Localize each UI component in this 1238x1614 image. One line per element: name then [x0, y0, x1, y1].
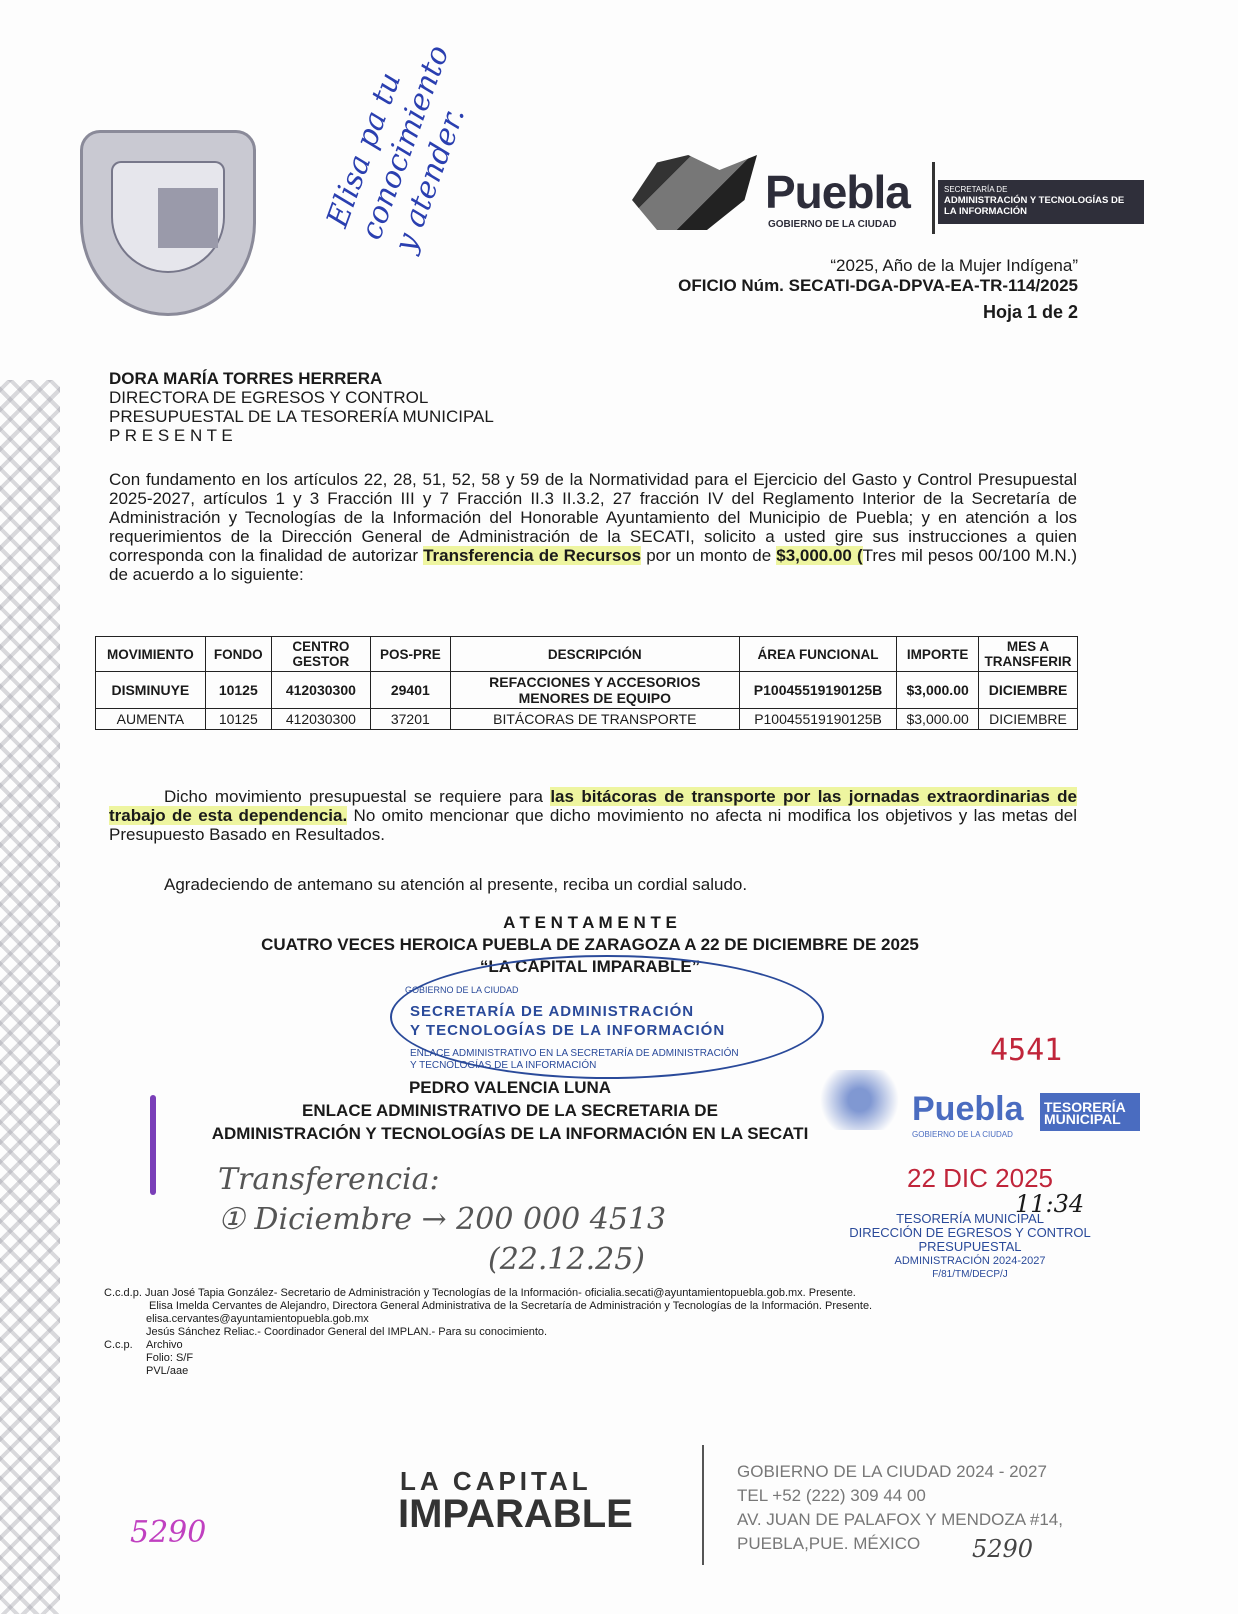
p2-text: Dicho movimiento presupuestal se requiere para: [164, 787, 551, 806]
folio-number: 4541: [990, 1033, 1063, 1068]
cc-line: Jesús Sánchez Reliac.- Coordinador General del IMPLAN.- Para su conocimiento.: [146, 1326, 548, 1338]
cc-line: Archivo: [146, 1339, 183, 1351]
cell: DICIEMBRE: [979, 709, 1078, 730]
paragraph-2: [109, 787, 1077, 844]
stamp-line: DIRECCIÓN DE EGRESOS Y CONTROL: [849, 1225, 1091, 1240]
secati-stamp-3: ENLACE ADMINISTRATIVO EN LA SECRETARÍA DE ADMINISTRACIÓN Y TECNOLOGÍAS DE LA INFORMACIÓN: [410, 1048, 739, 1071]
p1-text: Con fundamento en los artículos 22, 28, 51, 52, 58 y 59 de la Normatividad para el Ejercicio del Gasto y Control Presupuestal 2025-2027, artículos 1 y 3 Fracción III y 7 Fracción II.3 II.3.2, 27 fracción IV del Reglamento Interior de la Secretaría de Administración y Tecnologías de la Información del Honorable Ayuntamiento del Municipio de Puebla; y en atención a los requerimientos de la Dirección General de Administración de la SECATI, solicito a usted gire sus instrucciones a quien corresponda con la finalidad de autorizar: [109, 470, 1077, 565]
col-header: FONDO: [205, 637, 271, 672]
received-date-stamp: 22 DIC 2025: [907, 1163, 1053, 1193]
cc-block: [104, 1287, 954, 1378]
cell: 10125: [205, 709, 271, 730]
cell: DICIEMBRE: [979, 672, 1078, 709]
puebla-logo-icon: [632, 155, 757, 230]
recipient-block: [109, 369, 494, 445]
cc-line: Folio: S/F: [146, 1352, 194, 1364]
p1-highlight: Transferencia de Recursos: [423, 546, 642, 565]
col-header: DESCRIPCIÓN: [450, 637, 739, 672]
closing-slogan: “LA CAPITAL IMPARABLE”: [479, 957, 701, 976]
cc-label: C.c.d.p.: [104, 1287, 142, 1299]
cc-line: Elisa Imelda Cervantes de Alejandro, Directora General Administrativa de la Secretaría de Administración y Tecnologías de la Información. Presente.: [149, 1300, 873, 1312]
logo-divider: [932, 162, 935, 234]
p2-highlight: las bitácoras de transporte por las jornadas extraordinarias de trabajo de esta dependencia.: [109, 787, 1077, 825]
atentamente: A T E N T A M E N T E: [503, 913, 677, 932]
cell: DISMINUYE: [96, 672, 206, 709]
footer-brand-2: IMPARABLE: [398, 1492, 633, 1536]
recipient-line1: DIRECTORA DE EGRESOS Y CONTROL: [109, 388, 429, 407]
secati-stamp-sub: GOBIERNO DE LA CIUDAD: [405, 985, 519, 995]
tesoreria-received-stamp: [830, 1212, 1110, 1282]
col-header: POS-PRE: [370, 637, 450, 672]
cc-line: Juan José Tapia González- Secretario de Administración y Tecnologías de la Información-: [144, 1287, 585, 1299]
tesoreria-sub: GOBIERNO DE LA CIUDAD: [912, 1130, 1013, 1139]
email-link[interactable]: elisa.cervantes@ayuntamientopuebla.gob.mx: [146, 1313, 369, 1325]
oficio-number: OFICIO Núm. SECATI-DGA-DPVA-EA-TR-114/2025: [678, 276, 1078, 295]
cc-line: . Presente.: [802, 1287, 856, 1299]
tesoreria-logo-icon: [812, 1070, 907, 1130]
footer-divider: [702, 1445, 704, 1565]
recipient-line2: PRESUPUESTAL DE LA TESORERÍA MUNICIPAL: [109, 407, 494, 426]
recipient-line3: P R E S E N T E: [109, 426, 233, 445]
col-header: CENTRO GESTOR: [271, 637, 370, 672]
stamp-line: F/81/TM/DECP/J: [932, 1269, 1008, 1280]
logo-box-small: SECRETARÍA DE: [944, 185, 1008, 194]
table-row: [96, 709, 1078, 730]
handwritten-number-left: 5290: [130, 1515, 207, 1550]
logo-box-text: ADMINISTRACIÓN Y TECNOLOGÍAS DE LA INFORMACIÓN: [944, 195, 1125, 217]
handwritten-note: [218, 1160, 666, 1280]
initials-scribble: [150, 1095, 156, 1195]
cc-label: C.c.p.: [104, 1339, 133, 1351]
signer-role-1: ENLACE ADMINISTRATIVO DE LA SECRETARIA DE: [302, 1101, 718, 1120]
budget-table: [95, 636, 1078, 730]
table-row: [96, 672, 1078, 709]
motto: “2025, Año de la Mujer Indígena”: [830, 256, 1078, 275]
stamp-line: TESORERÍA MUNICIPAL: [896, 1211, 1044, 1226]
cell: 412030300: [271, 709, 370, 730]
received-time: 11:34: [1015, 1190, 1085, 1218]
tesoreria-box: TESORERÍA MUNICIPAL: [1040, 1093, 1140, 1131]
signer-role-2: ADMINISTRACIÓN Y TECNOLOGÍAS DE LA INFORMACIÓN EN LA SECATI: [211, 1124, 809, 1143]
paragraph-1: [109, 470, 1077, 584]
handwritten-annotation: Elisa pa tu conocimiento y atender.: [320, 40, 473, 257]
logo-subtitle: GOBIERNO DE LA CIUDAD: [768, 219, 897, 230]
col-header: IMPORTE: [897, 637, 979, 672]
cell: P10045519190125B: [739, 672, 896, 709]
closing-city-date: CUATRO VECES HEROICA PUEBLA DE ZARAGOZA A 22 DE DICIEMBRE DE 2025: [261, 935, 919, 954]
col-header: MES A TRANSFERIR: [979, 637, 1078, 672]
city-seal: [80, 130, 256, 316]
note-line: ① Diciembre → 200 000 4513: [218, 1202, 667, 1237]
secati-stamp-1: SECRETARÍA DE ADMINISTRACIÓN: [410, 1003, 695, 1020]
p1-text-2: por un monto de: [641, 546, 777, 565]
cell: 29401: [370, 672, 450, 709]
cell: $3,000.00: [897, 672, 979, 709]
col-header: MOVIMIENTO: [96, 637, 206, 672]
cell: 10125: [205, 672, 271, 709]
footer-line: TEL +52 (222) 309 44 00: [737, 1486, 926, 1505]
footer-line: GOBIERNO DE LA CIUDAD 2024 - 2027: [737, 1462, 1047, 1481]
cell: $3,000.00: [897, 709, 979, 730]
secati-stamp-2: Y TECNOLOGÍAS DE LA INFORMACIÓN: [410, 1022, 726, 1039]
cc-line: PVL/aae: [146, 1365, 189, 1377]
cell: BITÁCORAS DE TRANSPORTE: [450, 709, 739, 730]
cell: 37201: [370, 709, 450, 730]
note-line: Transferencia:: [218, 1162, 440, 1197]
footer-line: AV. JUAN DE PALAFOX Y MENDOZA #14,: [737, 1510, 1063, 1529]
tesoreria-logo-word: Puebla: [912, 1090, 1024, 1128]
footer-brand-1: LA CAPITAL: [400, 1466, 592, 1496]
cell: P10045519190125B: [739, 709, 896, 730]
table-header-row: [96, 637, 1078, 672]
paragraph-3: Agradeciendo de antemano su atención al presente, reciba un cordial saludo.: [164, 875, 748, 894]
stamp-line: ADMINISTRACIÓN 2024-2027: [894, 1255, 1046, 1267]
handwritten-number-right: 5290: [972, 1535, 1034, 1563]
decorative-border: [0, 380, 60, 1614]
cell: AUMENTA: [96, 709, 206, 730]
cell: 412030300: [271, 672, 370, 709]
signer-name: PEDRO VALENCIA LUNA: [408, 1078, 612, 1097]
logo-wordmark: Puebla: [765, 166, 910, 218]
page-number: Hoja 1 de 2: [982, 302, 1078, 322]
cell: REFACCIONES Y ACCESORIOS MENORES DE EQUIPO: [450, 672, 739, 709]
p1-amount: $3,000.00 (: [776, 546, 863, 565]
col-header: ÁREA FUNCIONAL: [739, 637, 896, 672]
email-link[interactable]: oficialia.secati@ayuntamientopuebla.gob.mx: [584, 1287, 803, 1299]
p1-text-3: Tres mil pesos 00/100 M.N.) de acuerdo a lo siguiente:: [109, 546, 1077, 584]
p2-text-2: No omito mencionar que dicho movimiento no afecta ni modifica los objetivos y las metas del Presupuesto Basado en Resultados.: [109, 806, 1077, 844]
stamp-line: PRESUPUESTAL: [918, 1239, 1022, 1254]
footer-line: PUEBLA,PUE. MÉXICO: [737, 1534, 921, 1553]
secati-logo-box: [938, 180, 1144, 224]
note-line: (22.12.25): [488, 1242, 646, 1277]
recipient-name: DORA MARÍA TORRES HERRERA: [109, 369, 383, 388]
